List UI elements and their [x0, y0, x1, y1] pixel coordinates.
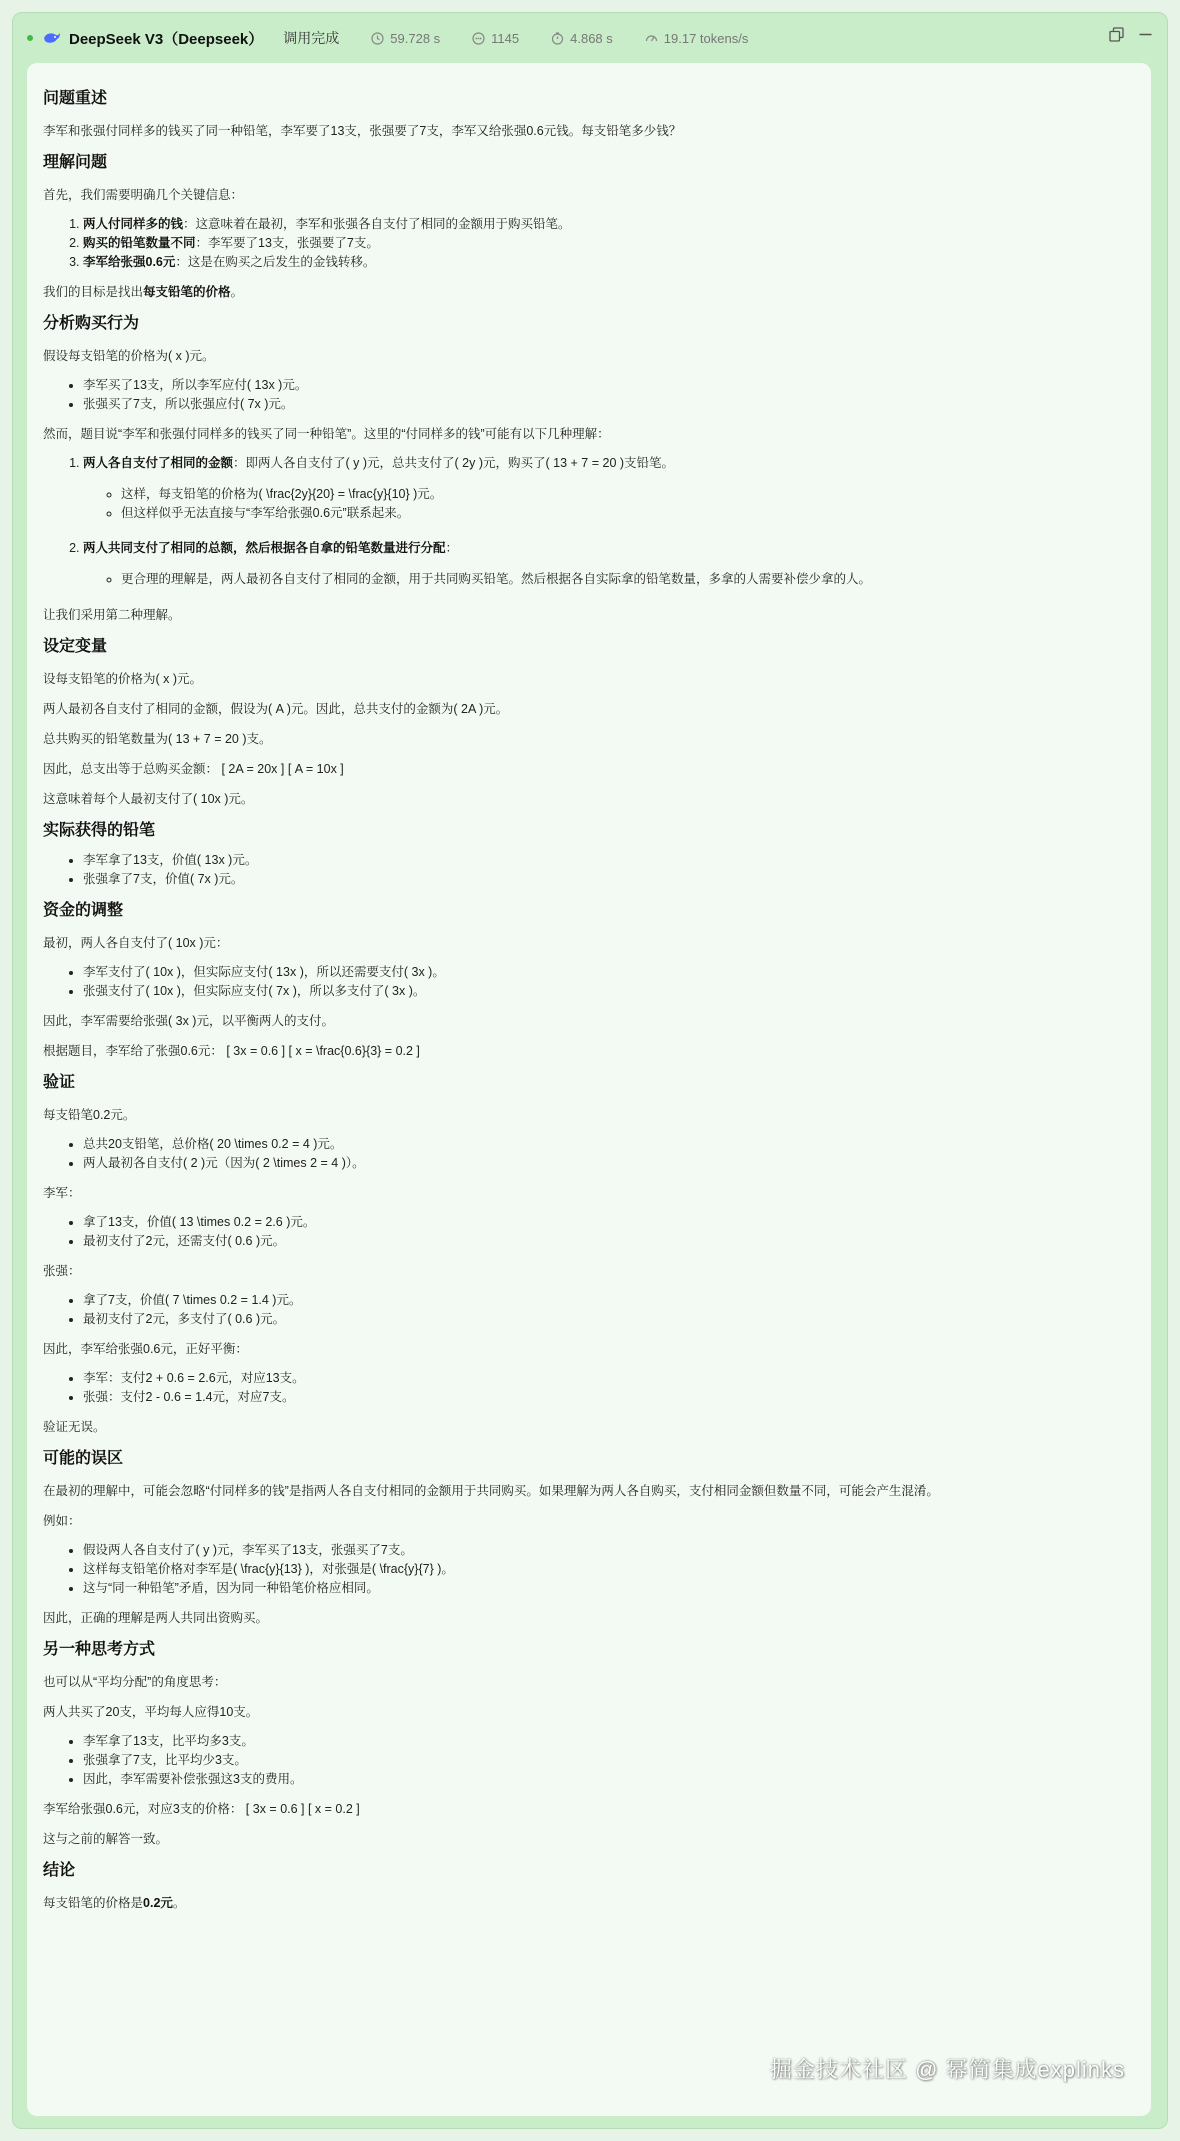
paragraph: 设每支铅笔的价格为( x )元。: [43, 672, 203, 686]
minimize-icon[interactable]: [1138, 27, 1153, 42]
bullet-list: [43, 1541, 1133, 1598]
section-heading: 资金的调整: [43, 902, 124, 919]
section-heading: 结论: [43, 1862, 76, 1879]
token-icon: [472, 32, 485, 45]
paragraph: 李军和张强付同样多的钱买了同一种铅笔，李军要了13支，张强要了7支，李军又给张强0.6元钱。每支铅笔多少钱？: [43, 124, 682, 138]
list-item: • 张强支付了( 10x )，但实际应支付( 7x )，所以多支付了( 3x )。: [83, 982, 1133, 1001]
list-item: 2. 购买的铅笔数量不同：李军要了13支，张强要了7支。: [83, 234, 1133, 253]
section-heading: 另一种思考方式: [43, 1641, 156, 1658]
list-item: • 李军：支付2 + 0.6 = 2.6元，对应13支。: [83, 1369, 1133, 1388]
response-content: [27, 63, 1151, 2116]
list-item: • 这样每支铅笔价格对李军是( \frac{y}{13} )，对张强是( \frac{y}{7} )。: [83, 1560, 1133, 1579]
bullet-list: [43, 1135, 1133, 1173]
status-dot: [27, 35, 33, 41]
list-item: • 拿了13支，价值( 13 \times 0.2 = 2.6 )元。: [83, 1213, 1133, 1232]
bullet-list: [43, 963, 1133, 1001]
paragraph: 最初，两人各自支付了( 10x )元：: [43, 936, 229, 950]
list-item: • 李军买了13支，所以李军应付( 13x )元。: [83, 376, 1133, 395]
list-item: • 最初支付了2元，多支付了( 0.6 )元。: [83, 1310, 1133, 1329]
paragraph: 李军：: [43, 1186, 81, 1200]
paragraph: 因此，李军需要给张强( 3x )元，以平衡两人的支付。: [43, 1014, 334, 1028]
list-item: ◦ 这样，每支铅笔的价格为( \frac{2y}{20} = \frac{y}{10} )元。: [121, 485, 1133, 504]
list-item: • 拿了7支，价值( 7 \times 0.2 = 1.4 )元。: [83, 1291, 1133, 1310]
meta-total-time: 59.728 s: [371, 31, 440, 46]
paragraph: 每支铅笔0.2元。: [43, 1108, 136, 1122]
section-heading: 理解问题: [43, 154, 108, 171]
list-item: • 张强：支付2 - 0.6 = 1.4元，对应7支。: [83, 1388, 1133, 1407]
section-heading: 验证: [43, 1074, 76, 1091]
list-item: • 总共20支铅笔，总价格( 20 \times 0.2 = 4 )元。: [83, 1135, 1133, 1154]
paragraph: 首先，我们需要明确几个关键信息：: [43, 188, 244, 202]
paragraph: 根据题目，李军给了张强0.6元： [ 3x = 0.6 ] [ x = \frac{0.6}{3} = 0.2 ]: [43, 1044, 420, 1058]
deepseek-whale-icon: [43, 31, 61, 45]
paragraph: 假设每支铅笔的价格为( x )元。: [43, 349, 215, 363]
meta-token-count: 1145: [472, 31, 519, 46]
paragraph: 例如：: [43, 1514, 81, 1528]
list-item: • 因此，李军需要补偿张强这3支的费用。: [83, 1770, 1133, 1789]
list-item: • 李军拿了13支，比平均多3支。: [83, 1732, 1133, 1751]
list-item: • 张强买了7支，所以张强应付( 7x )元。: [83, 395, 1133, 414]
section-heading: 可能的误区: [43, 1450, 124, 1467]
nested-list: [83, 485, 1133, 523]
paragraph: 两人共买了20支，平均每人应得10支。: [43, 1705, 259, 1719]
list-item: • 假设两人各自支付了( y )元，李军买了13支，张强买了7支。: [83, 1541, 1133, 1560]
section-heading: 设定变量: [43, 638, 108, 655]
paragraph: 在最初的理解中，可能会忽略“付同样多的钱”是指两人各自支付相同的金额用于共同购买。如果理解为两人各自购买，支付相同金额但数量不同，可能会产生混淆。: [43, 1484, 939, 1498]
paragraph: 这与之前的解答一致。: [43, 1832, 169, 1846]
bullet-list: [43, 851, 1133, 889]
paragraph: 也可以从“平均分配”的角度思考：: [43, 1675, 227, 1689]
section-heading: 问题重述: [43, 90, 108, 107]
meta-speed: 19.17 tokens/s: [645, 31, 749, 46]
section-heading: 分析购买行为: [43, 315, 140, 332]
copy-icon[interactable]: [1109, 27, 1124, 42]
list-item: • 两人最初各自支付( 2 )元（因为( 2 \times 2 = 4 )）。: [83, 1154, 1133, 1173]
list-item: 1. 两人付同样多的钱：这意味着在最初，李军和张强各自支付了相同的金额用于购买铅笔。: [83, 215, 1133, 234]
paragraph: 因此，总支出等于总购买金额： [ 2A = 20x ] [ A = 10x ]: [43, 762, 344, 776]
call-status: 调用完成: [283, 30, 340, 46]
result-header: [13, 13, 1167, 63]
section-heading: 实际获得的铅笔: [43, 822, 156, 839]
ordered-list: [43, 215, 1133, 272]
timer-icon: [551, 32, 564, 45]
list-item: 2. 两人共同支付了相同的总额，然后根据各自拿的铅笔数量进行分配： ◦ 更合理的理解是，两人最初各自支付了相同的金额，用于共同购买铅笔。然后根据各自实际拿的铅笔数量，多拿的人需要补偿少拿的人。: [83, 539, 1133, 589]
meta-first-token: 4.868 s: [551, 31, 613, 46]
paragraph: 我们的目标是找出每支铅笔的价格。: [43, 285, 244, 299]
paragraph: 两人最初各自支付了相同的金额，假设为( A )元。因此，总共支付的金额为( 2A )元。: [43, 702, 509, 716]
chat-result-window: [12, 12, 1168, 2129]
paragraph: 验证无误。: [43, 1420, 106, 1434]
paragraph: 因此，李军给张强0.6元，正好平衡：: [43, 1342, 248, 1356]
paragraph: 张强：: [43, 1264, 81, 1278]
list-item: 1. 两人各自支付了相同的金额：即两人各自支付了( y )元，总共支付了( 2y )元，购买了( 13 + 7 = 20 )支铅笔。 ◦ 这样，每支铅笔的价格为( \frac{2y}{20} = \frac{y}{10} )元。 ◦ 但这样似乎无法直接与“李军给张强0.6元”联系起来。: [83, 454, 1133, 523]
bullet-list: [43, 1213, 1133, 1251]
clock-icon: [371, 32, 384, 45]
list-item: ◦ 更合理的理解是，两人最初各自支付了相同的金额，用于共同购买铅笔。然后根据各自实际拿的铅笔数量，多拿的人需要补偿少拿的人。: [121, 570, 1133, 589]
list-item: • 最初支付了2元，还需支付( 0.6 )元。: [83, 1232, 1133, 1251]
bullet-list: [43, 1732, 1133, 1789]
model-name: DeepSeek V3（Deepseek）: [69, 30, 264, 48]
nested-list: [83, 570, 1133, 589]
list-item: 3. 李军给张强0.6元：这是在购买之后发生的金钱转移。: [83, 253, 1133, 272]
list-item: ◦ 但这样似乎无法直接与“李军给张强0.6元”联系起来。: [121, 504, 1133, 523]
list-item: • 李军拿了13支，价值( 13x )元。: [83, 851, 1133, 870]
paragraph: 李军给张强0.6元，对应3支的价格： [ 3x = 0.6 ] [ x = 0.2 ]: [43, 1802, 360, 1816]
paragraph: 因此，正确的理解是两人共同出资购买。: [43, 1611, 269, 1625]
list-item: • 这与“同一种铅笔”矛盾，因为同一种铅笔价格应相同。: [83, 1579, 1133, 1598]
bullet-list: [43, 1369, 1133, 1407]
speedometer-icon: [645, 32, 658, 45]
list-item: • 李军支付了( 10x )，但实际应支付( 13x )，所以还需要支付( 3x )。: [83, 963, 1133, 982]
bullet-list: [43, 376, 1133, 414]
paragraph: 每支铅笔的价格是0.2元。: [43, 1896, 186, 1910]
paragraph: 这意味着每个人最初支付了( 10x )元。: [43, 792, 254, 806]
paragraph: 然而，题目说“李军和张强付同样多的钱买了同一种铅笔”。这里的“付同样多的钱”可能有以下几种理解：: [43, 427, 610, 441]
list-item: • 张强拿了7支，价值( 7x )元。: [83, 870, 1133, 889]
paragraph: 让我们采用第二种理解。: [43, 608, 181, 622]
watermark: 掘金技术社区 @ 幂简集成explinks: [769, 2057, 1125, 2082]
ordered-list: [43, 454, 1133, 589]
bullet-list: [43, 1291, 1133, 1329]
list-item: • 张强拿了7支，比平均少3支。: [83, 1751, 1133, 1770]
paragraph: 总共购买的铅笔数量为( 13 + 7 = 20 )支。: [43, 732, 272, 746]
